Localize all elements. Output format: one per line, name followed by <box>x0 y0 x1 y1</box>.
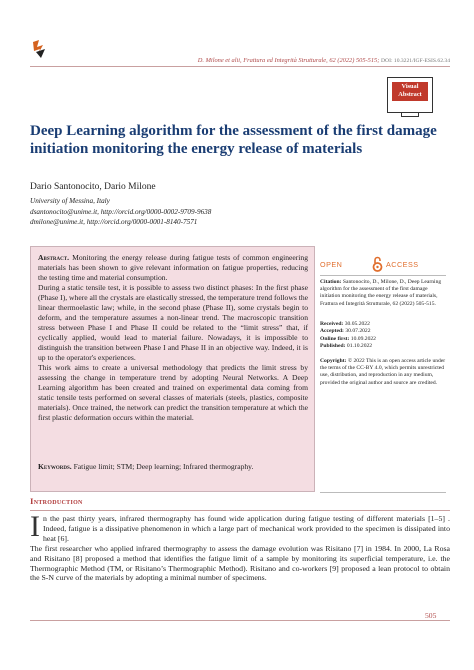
date-accepted: Accepted: 30.07.2022 <box>320 328 371 335</box>
introduction-body <box>30 510 450 583</box>
author-contact-2[interactable]: dmilone@unime.it, http://orcid.org/0000-0001-8140-7571 <box>30 218 198 226</box>
citation-text: Santonocito, D., Milone, D., Deep Learning algorithm for the assessment of the first damage initiation monitoring the energy release of materials, Frattura ed Integrità Strutturale, 62 (2022) 505-515. <box>320 279 442 307</box>
drop-cap: I <box>30 510 40 543</box>
abstract-paragraph-2: During a static tensile test, it is possible to assess two distinct phases: In the first phase (Phase I), where all the crystals are elastically stressed, the temperature trend follows the linear thermoelastic law; while, in the second phase (Phase II), some crystals begin to deform, and the temperature assumes a non-linear trend. The macroscopic transition stress between Phase I and Phase II could be related to the “limit stress” that, if cyclically applied, would lead to material failure. Nowadays, it is impossible to distinguish the transition between Phase I and Phase II in an objective way. Indeed, it is up to the operator's experiences. <box>38 283 308 362</box>
abstract-text <box>38 253 308 423</box>
institution: University of Messina, Italy <box>30 197 110 205</box>
keywords <box>38 462 308 471</box>
visual-abstract-label-1: Visual <box>401 83 419 90</box>
visual-abstract-button[interactable] <box>387 77 433 113</box>
footer-divider <box>30 620 450 621</box>
abstract-label: Abstract. <box>38 253 70 262</box>
sidebar-divider-bottom <box>320 492 446 493</box>
date-published: Published: 01.10.2022 <box>320 343 373 350</box>
visual-abstract-screen <box>392 82 428 101</box>
page-number: 505 <box>425 611 437 620</box>
intro-paragraph-1: n the past thirty years, infrared thermography has found wide application during fatigue testing of different materials [1–5] . Indeed, fatigue is a dissipative phenomenon in which a large part of mechanical work provided to the specimen is dissipated into heat [6]. <box>43 514 450 543</box>
keywords-label: Keywords. <box>38 462 72 471</box>
open-access-badge[interactable] <box>320 256 446 272</box>
paper-title: Deep Learning algorithm for the assessment of the first damage initiation monitoring the energy release of materials <box>30 123 437 157</box>
section-divider <box>30 510 450 511</box>
monitor-stand-icon <box>401 112 419 117</box>
open-access-label-right: ACCESS <box>386 260 419 269</box>
visual-abstract-label-2: Abstract <box>398 91 422 98</box>
author-contact-1[interactable]: dsantonocito@unime.it, http://orcid.org/0000-0002-9709-9638 <box>30 207 212 216</box>
date-received: Received: 30.05.2022 <box>320 321 370 327</box>
open-access-lock-icon <box>372 256 383 272</box>
citation <box>320 279 446 308</box>
copyright-label: Copyright: <box>320 358 347 364</box>
publication-dates <box>320 321 446 351</box>
date-online-first: Online first: 10.09.2022 <box>320 335 376 342</box>
journal-logo-icon <box>30 38 50 60</box>
authors: Dario Santonocito, Dario Milone <box>30 182 156 192</box>
open-access-label-left: OPEN <box>320 260 343 269</box>
header-reference <box>140 57 450 64</box>
journal-citation: D. Milone et alii, Frattura ed Integrità Strutturale, 62 (2022) 505-515; <box>197 57 380 64</box>
header-divider <box>30 66 450 67</box>
sidebar-divider-top <box>320 275 446 276</box>
abstract-paragraph-1: Monitoring the energy release during fatigue tests of common engineering materials has been shown to give relevant information on fatigue properties, reducing the testing time and material consumption. <box>38 253 308 282</box>
citation-label: Citation: <box>320 279 342 285</box>
affiliation <box>30 196 211 228</box>
doi[interactable]: DOI: 10.3221/IGF-ESIS.62.34 <box>381 58 450 64</box>
section-heading-introduction: Introduction <box>30 496 83 506</box>
intro-paragraph-2: The first researcher who applied infrared thermography to assess the damage evolution was Risitano [7] in 1984. In 2000, La Rosa and Risitano [8] proposed a method that identifies the fatigue limit of a sample by monitoring its superficial temperature, i.e. the Thermographic Method (TM, or Risitano’s Thermographic Method). Risitano and co-workers [9] proposed a lean protocol to obtain the S-N curve of the materials by adopting a minimal number of specimens. <box>30 543 450 583</box>
copyright <box>320 358 446 387</box>
copyright-text: © 2022 This is an open access article under the terms of the CC-BY 4.0, which permits unrestricted use, distribution, and reproduction in any medium, provided the original author and source are credited. <box>320 358 446 386</box>
abstract-paragraph-3: This work aims to create a universal methodology that predicts the limit stress by assessing the change in temperature trend by adopting Neural Networks. A Deep Learning algorithm has been created and trained on experimental data coming from static tensile tests performed on several classes of materials (steels, plastics, composite materials). Once trained, the network can predict the transition temperature at which the first plastic deformation occurs within the material. <box>38 363 308 422</box>
keywords-list: Fatigue limit; STM; Deep learning; Infrared thermography. <box>73 462 254 471</box>
abstract-box <box>30 246 315 492</box>
